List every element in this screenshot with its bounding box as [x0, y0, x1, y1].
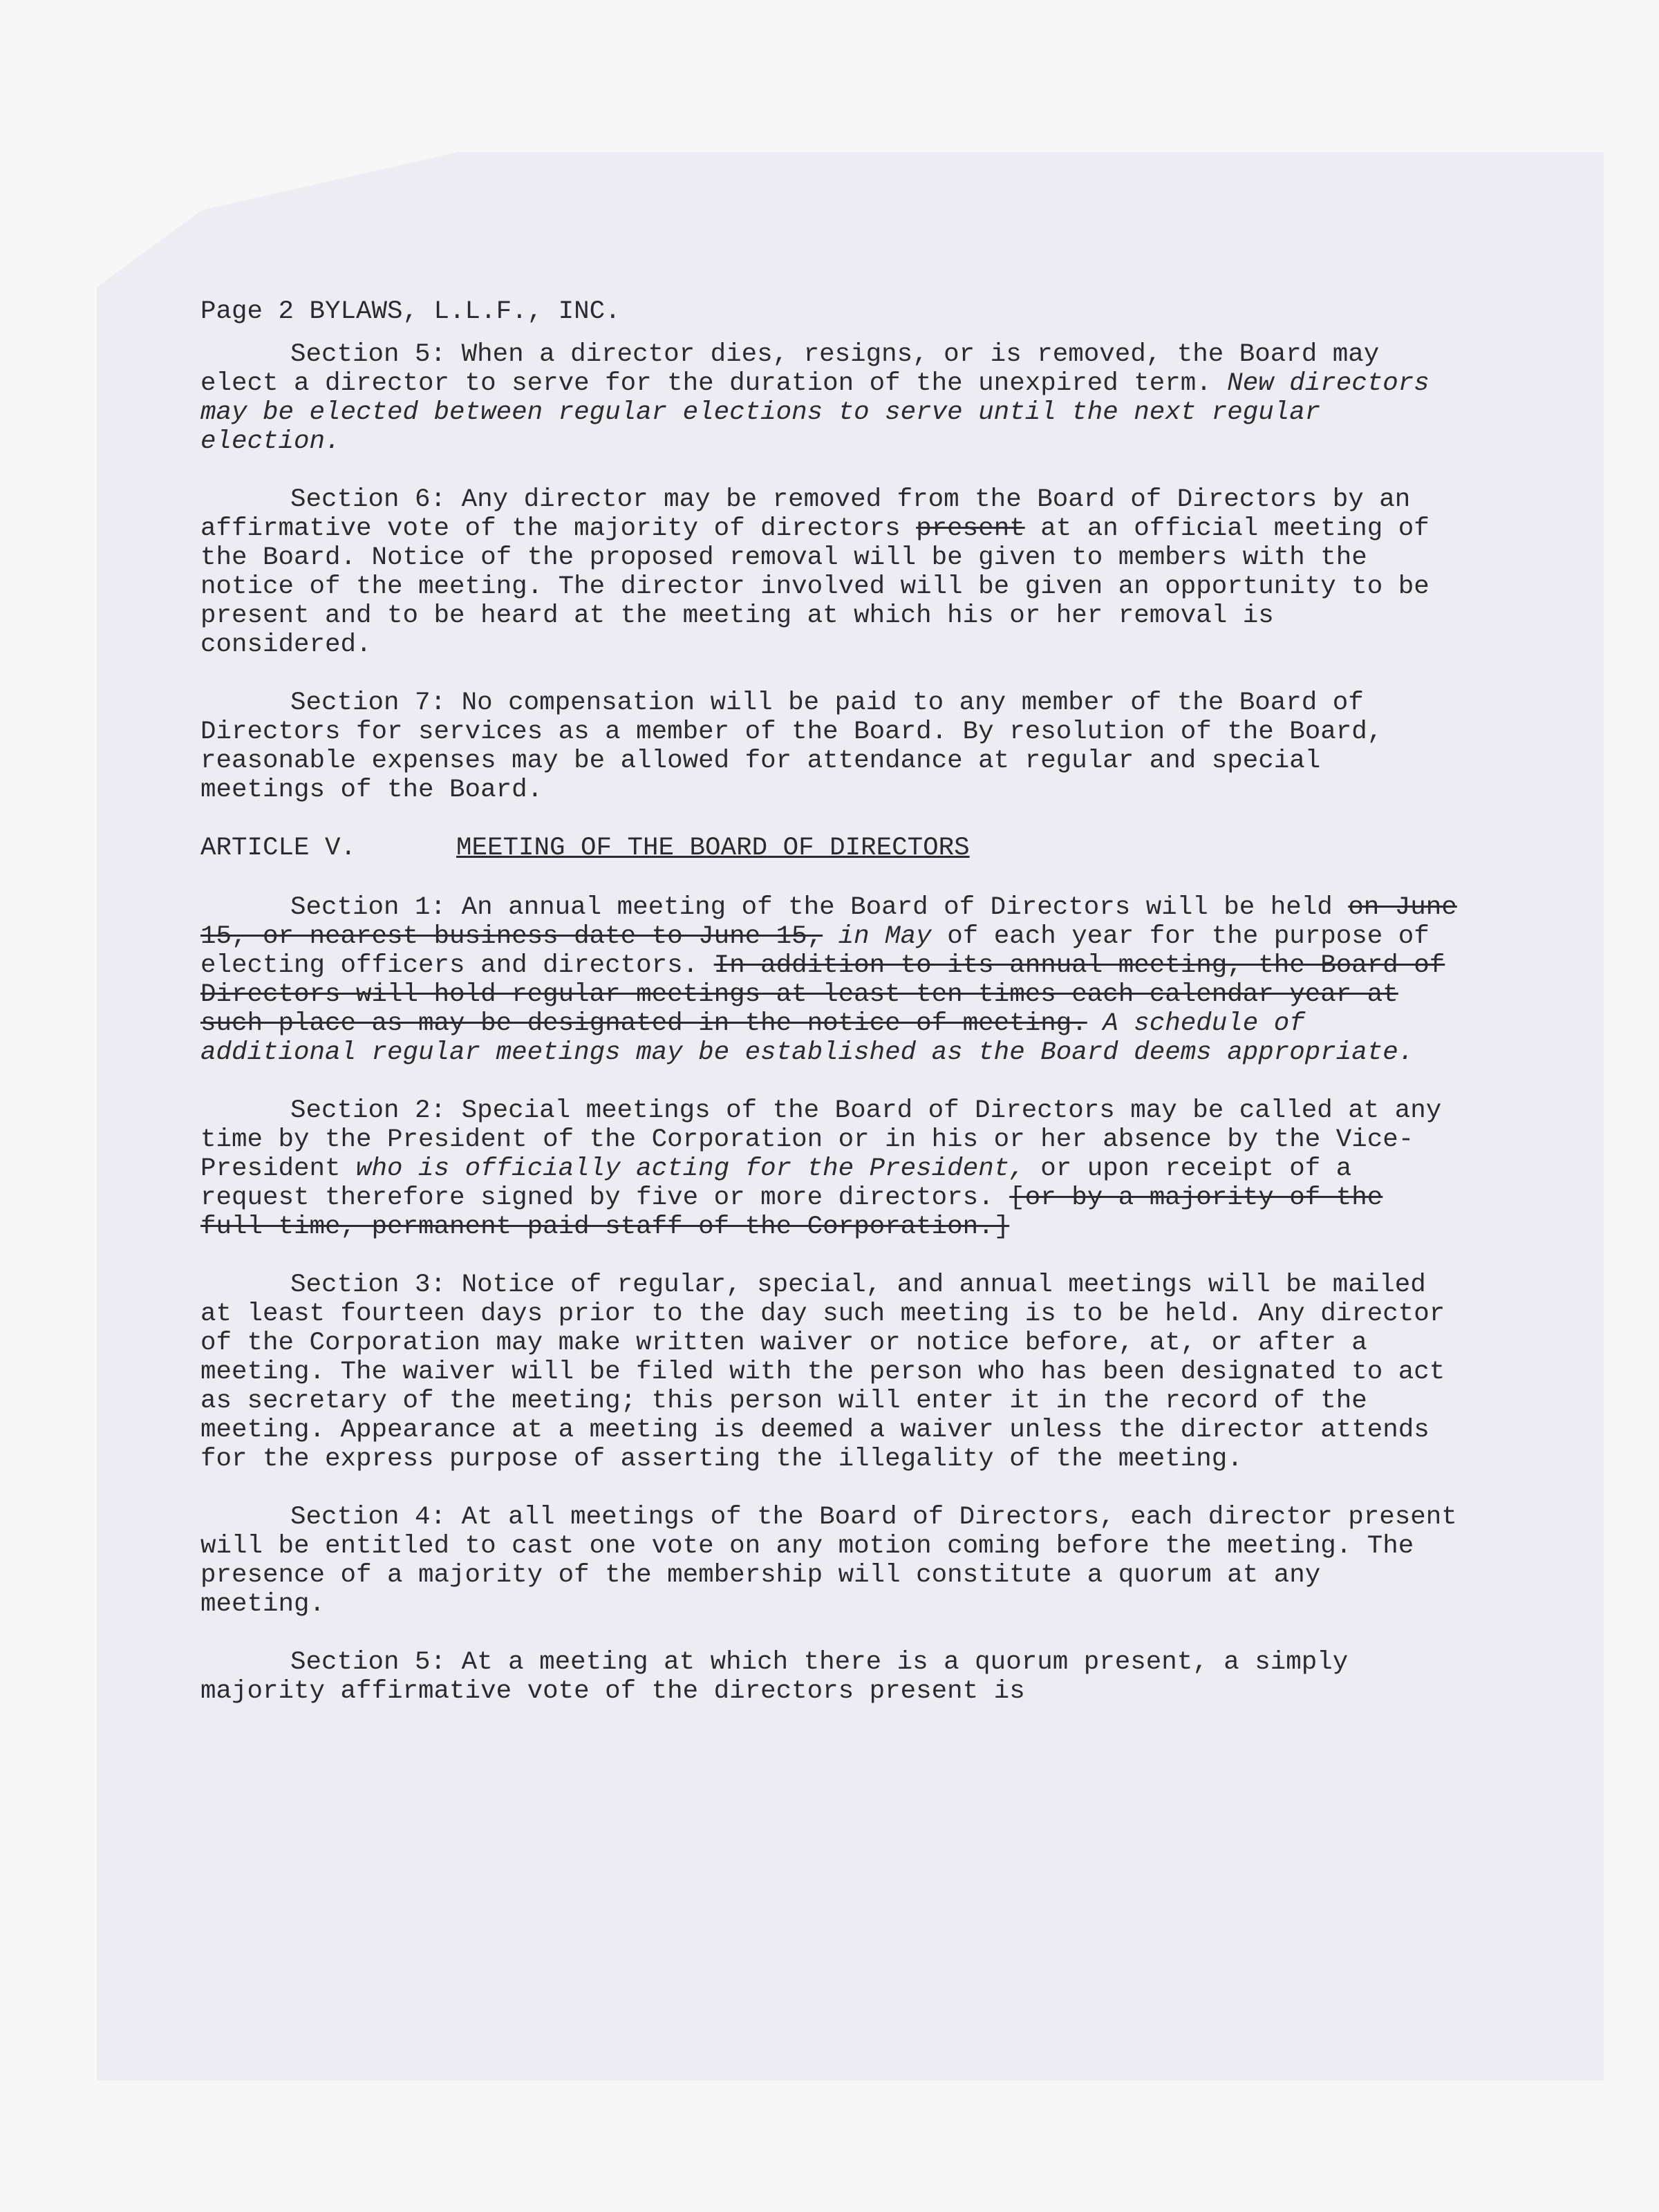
section-text: Special meetings of the Board of Directors may be called at any time by the President of the Corporation or in his or her absence by the Vice-President: [200, 1096, 1442, 1183]
section-iv-6: [200, 485, 1459, 659]
page-header: Page 2 BYLAWS, L.L.F., INC.: [200, 297, 621, 326]
section-v-4: [200, 1503, 1459, 1619]
article-number: ARTICLE V.: [200, 834, 357, 863]
section-label: Section 2:: [290, 1096, 447, 1125]
section-iv-5: [200, 340, 1459, 456]
section-label: Section 4:: [290, 1503, 447, 1532]
section-text-deleted: In addition to its annual meeting, the Board of Directors will hold regular meetings at least ten times each calendar year at such place as may be designated in the notice of meeting.: [200, 951, 1445, 1038]
section-iv-7: [200, 688, 1459, 805]
section-text: of each year for the purpose of electing officers and directors.: [200, 922, 1430, 980]
section-text-added: A schedule of additional regular meetings may be established as the Board deems appropriate.: [200, 1009, 1414, 1067]
section-text: or upon receipt of a request therefore signed by five or more directors.: [200, 1154, 1352, 1212]
section-label: Section 5:: [290, 340, 447, 369]
section-text-added: in May: [823, 922, 932, 951]
document-body: [200, 297, 1459, 1735]
section-v-2: [200, 1096, 1459, 1241]
section-text-added: who is officially acting for the President,: [356, 1154, 1025, 1183]
section-label: Section 1:: [290, 893, 447, 922]
section-text: At a meeting at which there is a quorum present, a simply majority affirmative vote of the directors present is: [200, 1648, 1349, 1706]
section-label: Section 3:: [290, 1271, 447, 1300]
section-text: An annual meeting of the Board of Directors will be held: [461, 893, 1349, 922]
section-text: At all meetings of the Board of Directors, each director present will be entitled to cast one vote on any motion coming before the meeting. The presence of a majority of the membership will constitute a quorum at any meeting.: [200, 1503, 1457, 1619]
section-text: When a director dies, resigns, or is removed, the Board may elect a director to serve for the duration of the unexpired term.: [200, 340, 1380, 398]
section-label: Section 5:: [290, 1648, 447, 1677]
section-text: Notice of regular, special, and annual meetings will be mailed at least fourteen days prior to the day such meeting is to be held. Any director of the Corporation may make written waiver or notice before, at, or after a meeting. The waiver will be filed with the person who has been designated to act as secretary of the meeting; this person will enter it in the record of the meeting. Appearance at a meeting is deemed a waiver unless the director attends for the express purpose of asserting the illegality of the meeting.: [200, 1271, 1445, 1474]
section-label: Section 6:: [290, 485, 447, 514]
section-text: at an official meeting of the Board. Notice of the proposed removal will be given to members with the notice of the meeting. The director involved will be given an opportunity to be present and to be heard at the meeting at which his or her removal is considered.: [200, 514, 1430, 659]
article-heading: [200, 834, 1459, 863]
section-v-5: [200, 1648, 1459, 1706]
section-v-3: [200, 1271, 1459, 1474]
section-label: Section 7:: [290, 688, 447, 718]
section-v-1: [200, 893, 1459, 1067]
section-text: Any director may be removed from the Board of Directors by an affirmative vote of the majority of directors: [200, 485, 1411, 543]
section-text-deleted: present: [916, 514, 1025, 543]
article-title: MEETING OF THE BOARD OF DIRECTORS: [456, 834, 970, 863]
section-text-deleted: on June 15, or nearest business date to June 15,: [200, 893, 1457, 951]
section-text-added: New directors may be elected between regular elections to serve until the next regular election.: [200, 369, 1430, 456]
section-text: No compensation will be paid to any member of the Board of Directors for services as a member of the Board. By resolution of the Board, reasonable expenses may be allowed for attendance at regular and special meetings of the Board.: [200, 688, 1383, 805]
section-text-deleted: [or by a majority of the full time, permanent paid staff of the Corporation.]: [200, 1183, 1383, 1241]
